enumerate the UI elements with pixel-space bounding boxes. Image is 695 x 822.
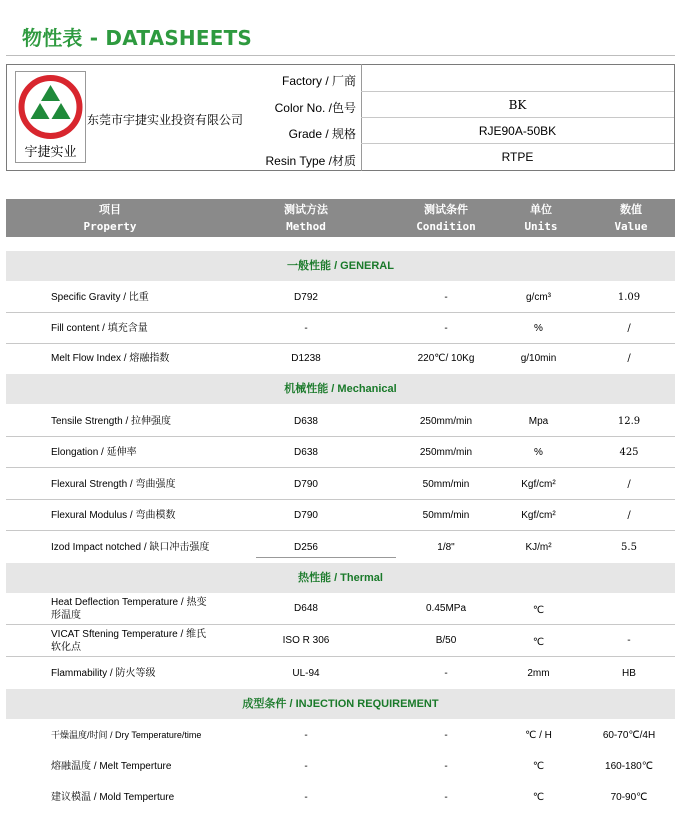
logo-text: 宇捷实业 <box>24 145 77 160</box>
row-unit: ℃ <box>532 605 545 616</box>
row-condition: 0.45MPa <box>425 603 467 614</box>
row-method: D792 <box>294 292 318 303</box>
table-row <box>6 281 675 313</box>
table-row <box>6 344 675 374</box>
row-unit: ℃ <box>532 637 545 648</box>
section-injection <box>6 689 675 719</box>
table-row <box>6 437 675 468</box>
row-property: Elongation / 延伸率 <box>51 447 137 458</box>
table-row <box>6 404 675 437</box>
row-method: D790 <box>294 479 318 490</box>
row-method: D1238 <box>291 353 321 364</box>
table-header <box>6 199 675 237</box>
row-property: Flexural Modulus / 弯曲模数 <box>51 510 176 521</box>
row-method: - <box>304 761 308 772</box>
row-method: D256 <box>294 542 318 553</box>
row-unit: ℃ <box>532 792 545 803</box>
row-value: / <box>627 353 631 364</box>
row-property: 熔融温度 / Melt Temperture <box>51 761 172 772</box>
row-value: / <box>627 510 631 521</box>
section-injection-en: / INJECTION REQUIREMENT <box>286 698 439 710</box>
row-condition: 220℃/ 10Kg <box>417 353 475 364</box>
row-condition: 250mm/min <box>419 416 473 427</box>
row-unit: Mpa <box>528 416 549 427</box>
row-unit: ℃ <box>532 761 545 772</box>
row-value: 425 <box>619 447 639 458</box>
section-general-cn: 一般性能 <box>287 260 332 272</box>
table-row <box>6 531 675 563</box>
col-units <box>506 201 576 235</box>
row-unit: KJ/m² <box>525 542 552 553</box>
factory-label: Factory / 厂商 <box>281 74 356 88</box>
row-condition: - <box>444 761 448 772</box>
resin-type-label: Resin Type /材质 <box>265 154 356 168</box>
color-label: Color No. /色号 <box>274 101 356 115</box>
section-mechanical-cn: 机械性能 <box>284 383 329 395</box>
row-value: 12.9 <box>617 416 641 427</box>
table-row <box>6 625 675 657</box>
table-row <box>6 750 675 781</box>
row-unit: Kgf/cm² <box>521 510 556 521</box>
row-unit: g/cm³ <box>526 292 551 303</box>
row-property: 干燥温度/时间 / Dry Temperature/time <box>51 730 202 740</box>
row-condition: 250mm/min <box>419 447 473 458</box>
col-condition-cn: 测试条件 <box>424 203 468 216</box>
green-triangles-in-red-ring-logo-icon <box>16 72 85 142</box>
row-property: VICAT Sftening Temperature / 维氏软化点 <box>51 629 207 653</box>
row-value: / <box>627 323 631 334</box>
row-condition: 1/8" <box>437 542 455 553</box>
row-method: - <box>304 323 308 334</box>
row-condition: 50mm/min <box>422 479 470 490</box>
col-method-en: Method <box>286 220 326 233</box>
row-condition: 50mm/min <box>422 510 470 521</box>
section-thermal-cn: 热性能 <box>298 572 332 584</box>
row-value: HB <box>622 668 636 679</box>
row-condition: - <box>444 730 448 741</box>
row-method: D638 <box>294 416 318 427</box>
section-general-en: / GENERAL <box>331 260 394 272</box>
col-value-cn: 数值 <box>620 203 642 216</box>
row-value: 5.5 <box>621 542 637 553</box>
row-condition: - <box>444 292 448 303</box>
col-property-en: Property <box>83 220 137 233</box>
row-condition: - <box>444 668 448 679</box>
row-method: ISO R 306 <box>282 635 330 646</box>
company-name: 东莞市宇捷实业投资有限公司 <box>87 113 244 127</box>
section-injection-cn: 成型条件 <box>242 698 287 710</box>
col-condition-en: Condition <box>416 220 476 233</box>
section-mechanical-en: / Mechanical <box>328 383 397 395</box>
row-value: 1.09 <box>617 292 641 303</box>
grade-label: Grade / 规格 <box>288 127 356 141</box>
row-value: / <box>627 479 631 490</box>
row-method: D790 <box>294 510 318 521</box>
row-condition: - <box>444 323 448 334</box>
col-method-cn: 测试方法 <box>284 203 328 216</box>
table-row <box>6 500 675 531</box>
col-condition <box>396 201 496 235</box>
col-property <box>66 201 154 235</box>
factory-value <box>361 64 674 90</box>
row-property: Heat Deflection Temperature / 热变形温度 <box>51 597 207 621</box>
page-title: 物性表 - DATASHEETS <box>22 26 253 50</box>
row-method: - <box>304 792 308 803</box>
row-method: - <box>304 730 308 741</box>
table-row <box>6 719 675 750</box>
company-logo <box>15 71 86 163</box>
row-property: Tensile Strength / 拉伸强度 <box>51 416 172 427</box>
row-unit: ℃ / H <box>525 730 552 741</box>
row-value: 160-180℃ <box>605 761 653 772</box>
row-value: - <box>627 635 631 646</box>
col-method <box>256 201 356 235</box>
row-value: 70-90℃ <box>610 792 648 803</box>
resin-type-value: RTPE <box>361 143 674 169</box>
row-method: D638 <box>294 447 318 458</box>
underline <box>256 557 396 558</box>
section-mechanical <box>6 374 675 404</box>
row-value: 60-70℃/4H <box>602 730 656 741</box>
row-property: Izod Impact notched / 缺口冲击强度 <box>51 542 210 553</box>
col-units-cn: 单位 <box>530 203 552 216</box>
row-property: Specific Gravity / 比重 <box>51 292 149 303</box>
section-thermal <box>6 563 675 593</box>
table-row <box>6 593 675 625</box>
row-method: D648 <box>294 603 318 614</box>
col-units-en: Units <box>524 220 558 233</box>
row-method: UL-94 <box>292 668 320 679</box>
color-value: BK <box>361 91 674 117</box>
row-unit: % <box>534 323 543 334</box>
row-condition: - <box>444 792 448 803</box>
row-unit: 2mm <box>527 668 550 679</box>
table-row <box>6 781 675 812</box>
table-row <box>6 468 675 500</box>
table-row <box>6 657 675 689</box>
row-property: 建议模温 / Mold Temperture <box>51 792 175 803</box>
row-unit: Kgf/cm² <box>521 479 556 490</box>
col-value-en: Value <box>614 220 648 233</box>
section-general <box>6 251 675 281</box>
section-thermal-en: / Thermal <box>331 572 383 584</box>
col-property-cn: 项目 <box>99 203 121 216</box>
row-condition: B/50 <box>435 635 457 646</box>
grade-value: RJE90A-50BK <box>361 117 674 143</box>
row-unit: g/10min <box>520 353 557 364</box>
row-property: Flammability / 防火等级 <box>51 668 156 679</box>
col-value <box>596 201 666 235</box>
row-unit: % <box>534 447 543 458</box>
row-property: Melt Flow Index / 熔融指数 <box>51 353 170 364</box>
title-divider <box>6 55 675 56</box>
row-property: Fill content / 填充含量 <box>51 323 148 334</box>
row-property: Flexural Strength / 弯曲强度 <box>51 479 176 490</box>
table-row <box>6 313 675 344</box>
